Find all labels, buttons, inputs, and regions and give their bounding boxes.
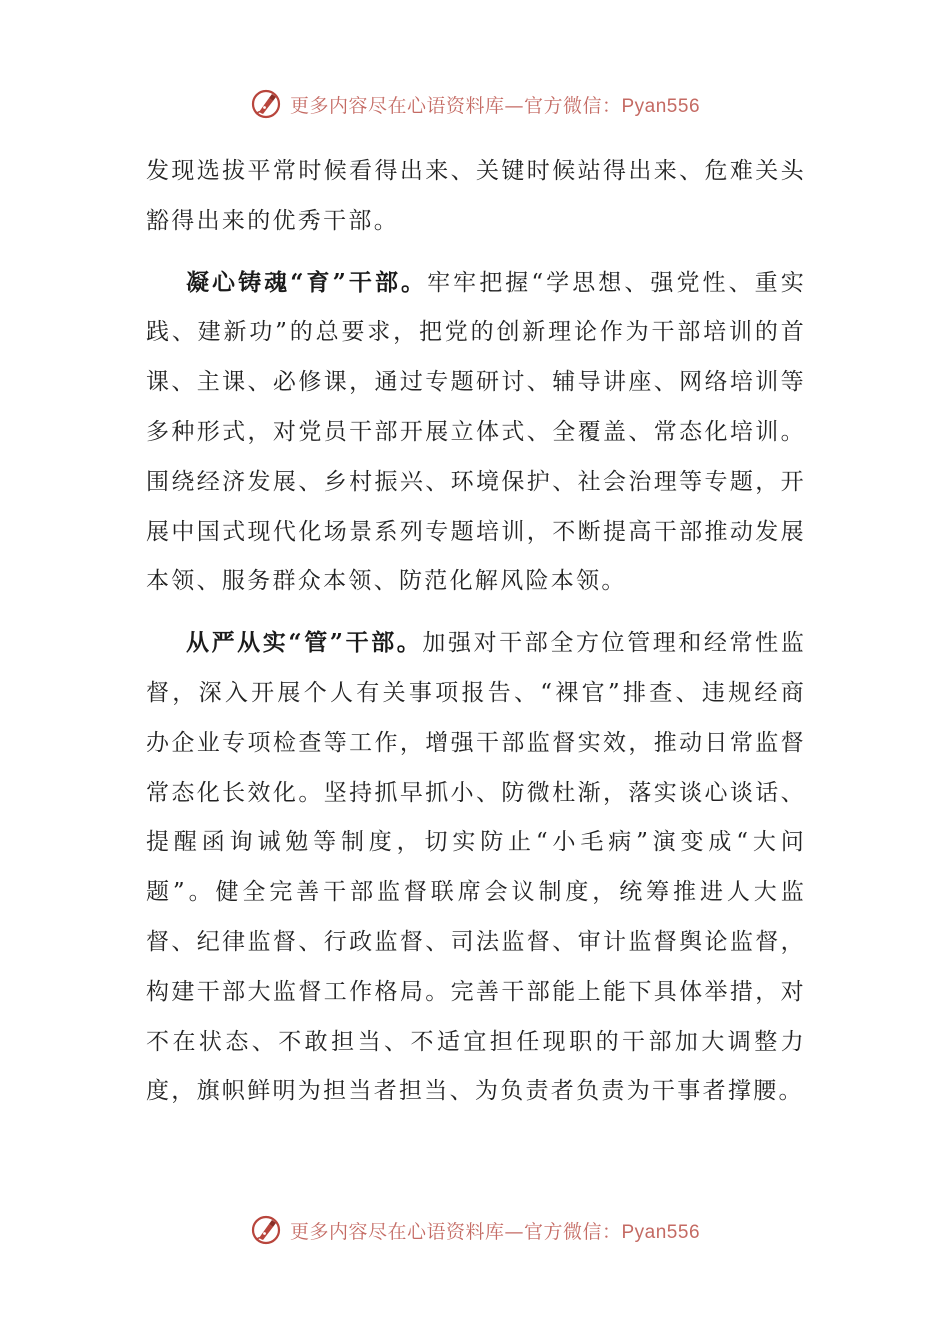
document-body bbox=[146, 146, 806, 1128]
watermark-text: 更多内容尽在心语资料库—官方微信：Pyan556 bbox=[289, 94, 701, 117]
paragraph-text: 牢牢把握“学思想、强党性、重实践、建新功”的总要求，把党的创新理论作为干部培训的首课、主课、必修课，通过专题研讨、辅导讲座、网络培训等多种形式，对党员干部开展立体式、全覆盖、常态化培训。围绕经济发展、乡村振兴、环境保护、社会治理等专题，开展中国式现代化场景系列专题培训，不断提高干部推动发展本领、服务群众本领、防范化解风险本领。 bbox=[146, 269, 806, 595]
header-watermark bbox=[0, 84, 950, 124]
paragraph-3 bbox=[146, 618, 806, 1117]
watermark-text: 更多内容尽在心语资料库—官方微信：Pyan556 bbox=[289, 1220, 701, 1243]
paragraph-lead: 从严从实“管”干部。 bbox=[186, 629, 423, 657]
paragraph-text: 加强对干部全方位管理和经常性监督，深入开展个人有关事项报告、“裸官”排查、违规经商办企业专项检查等工作，增强干部监督实效，推动日常监督常态化长效化。坚持抓早抓小、防微杜渐，落实谈心谈话、提醒函询诫勉等制度，切实防止“小毛病”演变成“大问题”。健全完善干部监督联席会议制度，统筹推进人大监督、纪律监督、行政监督、司法监督、审计监督舆论监督，构建干部大监督工作格局。完善干部能上能下具体举措，对不在状态、不敢担当、不适宜担任现职的干部加大调整力度，旗帜鲜明为担当者担当、为负责者负责为干事者撑腰。 bbox=[146, 630, 806, 1105]
paragraph-text: 发现选拔平常时候看得出来、关键时候站得出来、危难关头豁得出来的优秀干部。 bbox=[146, 158, 806, 234]
footer-watermark bbox=[0, 1210, 950, 1250]
pen-nib-logo-icon bbox=[250, 88, 282, 120]
pen-nib-logo-icon bbox=[250, 1214, 282, 1246]
paragraph-2 bbox=[146, 258, 806, 608]
paragraph-1 bbox=[146, 146, 806, 247]
paragraph-lead: 凝心铸魂“育”干部。 bbox=[186, 268, 428, 296]
